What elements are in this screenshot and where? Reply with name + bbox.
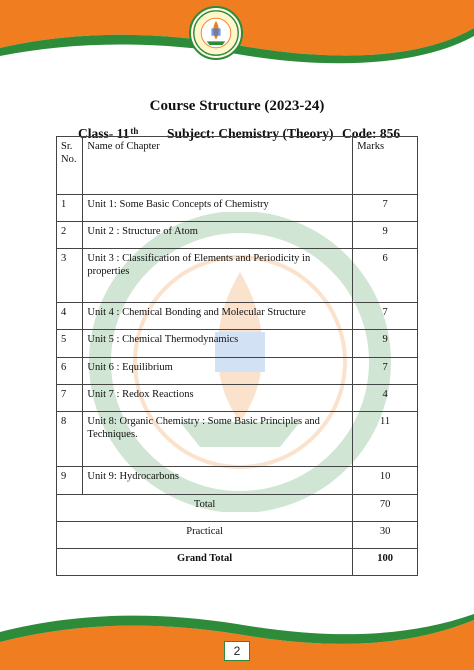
row-sr: 3 xyxy=(57,249,83,303)
row-sr: 9 xyxy=(57,467,83,495)
practical-row xyxy=(57,522,418,549)
class-label: Class- 11th xyxy=(78,126,139,141)
row-marks: 10 xyxy=(353,467,418,495)
grand-total-marks: 100 xyxy=(353,549,418,576)
row-marks: 7 xyxy=(353,358,418,385)
total-row xyxy=(57,495,418,522)
total-label: Total xyxy=(57,495,353,522)
row-marks: 6 xyxy=(353,249,418,303)
column-header-chapter: Name of Chapter xyxy=(83,137,353,195)
row-chapter: Unit 7 : Redox Reactions xyxy=(83,385,353,412)
row-marks: 7 xyxy=(353,195,418,222)
practical-label: Practical xyxy=(57,522,353,549)
table-row xyxy=(57,222,418,249)
total-marks: 70 xyxy=(353,495,418,522)
row-marks: 9 xyxy=(353,222,418,249)
column-header-sr: Sr. No. xyxy=(57,137,83,195)
row-sr: 5 xyxy=(57,330,83,358)
table-row xyxy=(57,412,418,467)
table-header-row xyxy=(57,137,418,195)
board-logo xyxy=(189,6,243,60)
row-marks: 9 xyxy=(353,330,418,358)
table-row xyxy=(57,249,418,303)
table-row xyxy=(57,195,418,222)
row-chapter: Unit 6 : Equilibrium xyxy=(83,358,353,385)
course-info xyxy=(0,98,474,141)
course-structure-table xyxy=(56,136,418,576)
row-chapter: Unit 2 : Structure of Atom xyxy=(83,222,353,249)
row-sr: 6 xyxy=(57,358,83,385)
column-header-marks: Marks xyxy=(353,137,418,195)
row-chapter: Unit 4 : Chemical Bonding and Molecular Structure xyxy=(83,303,353,330)
row-chapter: Unit 1: Some Basic Concepts of Chemistry xyxy=(83,195,353,222)
row-sr: 1 xyxy=(57,195,83,222)
row-sr: 8 xyxy=(57,412,83,467)
table-row xyxy=(57,330,418,358)
practical-marks: 30 xyxy=(353,522,418,549)
row-chapter: Unit 3 : Classification of Elements and Periodicity in properties xyxy=(83,249,353,303)
row-marks: 11 xyxy=(353,412,418,467)
table-row xyxy=(57,303,418,330)
table-row xyxy=(57,358,418,385)
row-chapter: Unit 9: Hydrocarbons xyxy=(83,467,353,495)
row-sr: 7 xyxy=(57,385,83,412)
row-sr: 4 xyxy=(57,303,83,330)
grand-total-label: Grand Total xyxy=(57,549,353,576)
page-title: Course Structure (2023-24) xyxy=(149,98,325,114)
subject-label: Subject: Chemistry (Theory) xyxy=(167,126,334,141)
row-chapter: Unit 5 : Chemical Thermodynamics xyxy=(83,330,353,358)
code-label: Code: 856 xyxy=(342,126,401,141)
page-number: 2 xyxy=(224,641,250,661)
row-chapter: Unit 8: Organic Chemistry : Some Basic Principles and Techniques. xyxy=(83,412,353,467)
row-marks: 7 xyxy=(353,303,418,330)
grand-total-row xyxy=(57,549,418,576)
row-marks: 4 xyxy=(353,385,418,412)
table-row xyxy=(57,467,418,495)
table-row xyxy=(57,385,418,412)
row-sr: 2 xyxy=(57,222,83,249)
